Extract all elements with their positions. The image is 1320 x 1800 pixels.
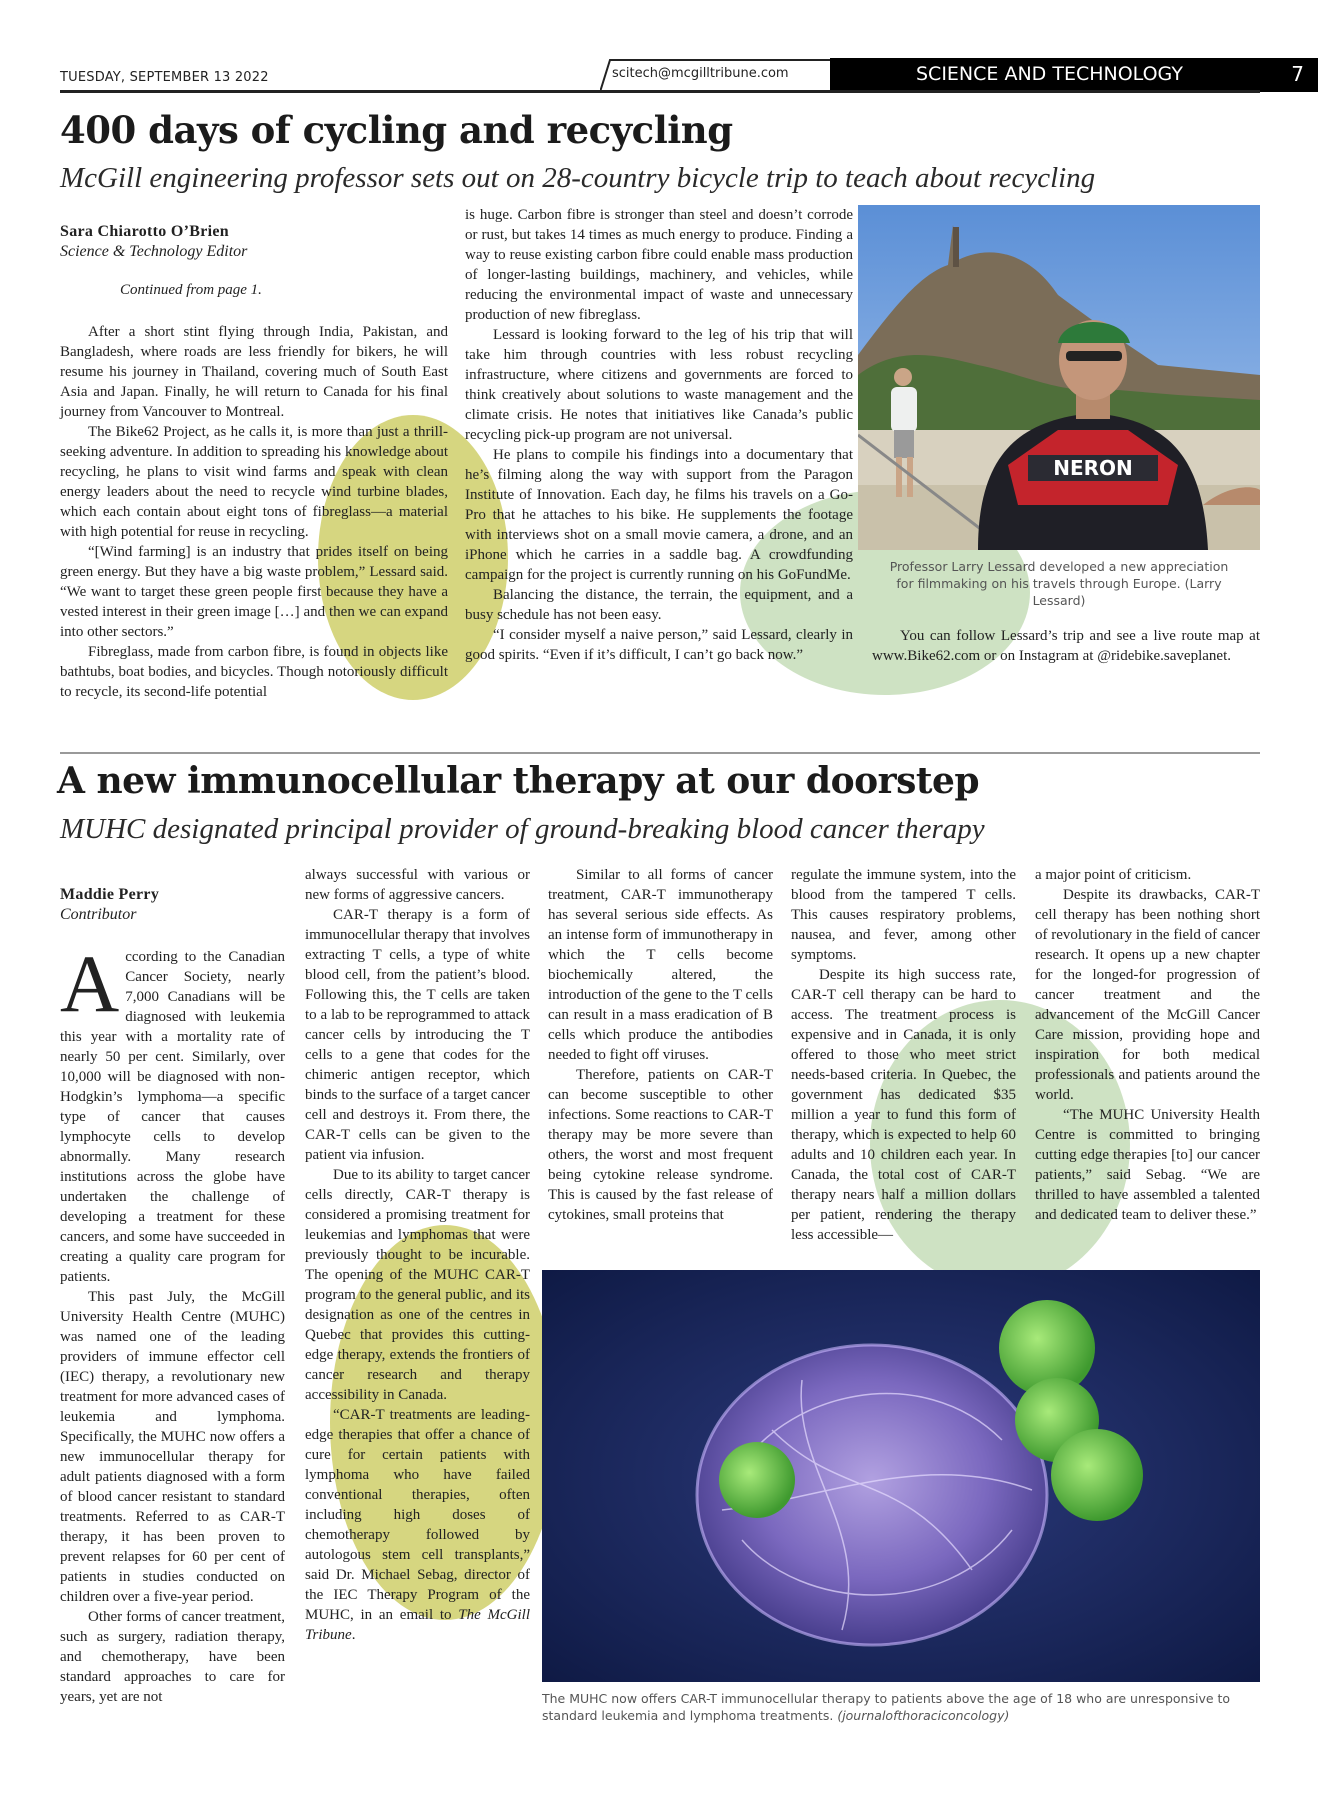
article1-dek: McGill engineering professor sets out on 28-country bicycle trip to teach about recycling	[60, 162, 1096, 194]
article2-headline: A new immunocellular therapy at our doorstep	[57, 760, 980, 802]
article1-author: Sara Chiarotto O’Brien	[60, 223, 229, 240]
car-t-photo-caption	[542, 1690, 1260, 1724]
paragraph: “[Wind farming] is an industry that prides itself on being green energy. But they have a big waste problem,” Lessard said. “We want to target these green people first because they have a vested interest in their green image […] and then we can expand into other sectors.”	[60, 544, 448, 640]
paragraph: You can follow Lessard’s trip and see a live route map at www.Bike62.com or on Instagram at @ridebike.saveplanet.	[872, 628, 1260, 664]
article1-column-3	[872, 626, 1260, 666]
paragraph: Despite its drawbacks, CAR-T cell therapy has been nothing short of revolutionary in the field of cancer research. It opens up a new chapter for the longed-for progression of cancer treatment and the advancement of the McGill Cancer Care mission, providing hope and inspiration for both medical professionals and patients around the world.	[1035, 887, 1260, 1103]
paragraph: CAR-T therapy is a form of immunocellular therapy that involves extracting T cells, a type of white blood cell, from the patient’s blood. Following this, the T cells are taken to a lab to be reprogrammed to attack cancer cells by introducing the T cells to a gene that codes for the chimeric antigen receptor, which binds to the surface of a target cancer cell and destroys it. From there, the CAR-T cells can be given to the patient via infusion.	[305, 907, 530, 1163]
article1-column-1	[60, 222, 448, 702]
article2-column-3	[548, 865, 773, 1225]
section-banner	[830, 58, 1318, 92]
paragraph-with-dropcap	[60, 938, 285, 1287]
article2-author-role: Contributor	[60, 906, 137, 923]
page-header	[60, 58, 1304, 94]
article2-dek: MUHC designated principal provider of ground-breaking blood cancer therapy	[60, 813, 985, 845]
issue-date: TUESDAY, SEPTEMBER 13 2022	[60, 70, 269, 85]
cyclist-photo	[858, 205, 1260, 550]
paragraph: This past July, the McGill University Health Centre (MUHC) was named one of the leading providers of immune effector cell (IEC) therapy, a revolutionary new treatment for more advanced cases of leukemia and lymphoma. Specifically, the MUHC now offers a new immunocellular therapy for adult patients diagnosed with a form of blood cancer resistant to standard treatments. Referred to as CAR-T therapy, it has been proven to prevent relapses for 60 per cent of patients in studies conducted on children over a five-year period.	[60, 1289, 285, 1605]
paragraph: Balancing the distance, the terrain, the equipment, and a busy schedule has not been easy.	[465, 587, 853, 623]
header-rule	[60, 90, 1260, 93]
article2-column-4	[791, 865, 1016, 1245]
article1-headline: 400 days of cycling and recycling	[60, 108, 733, 152]
article2-column-1	[60, 885, 285, 1707]
article1-column-2	[465, 205, 853, 665]
paragraph: Due to its ability to target cancer cells directly, CAR-T therapy is considered a promising treatment for leukemias and lymphomas that were previously thought to be incurable. The opening of the MUHC CAR-T program to the general public, and its designation as one of the centres in Quebec that provides this cutting-edge therapy, extends the frontiers of cancer research and therapy accessibility in Canada.	[305, 1167, 530, 1403]
paragraph-with-italic: “CAR-T treatments are leading-edge therapies that offer a chance of cure for certain patients with lymphoma who have failed conventional therapies, often including high doses of chemotherapy followed by autologous stem cell transplants,” said Dr. Michael Sebag, director of the IEC Therapy Program of the MUHC, in an email to The McGill Tribune.	[305, 1407, 531, 1643]
paragraph: Despite its high success rate, CAR-T cell therapy can be hard to access. The treatment process is expensive and in Canada, it is only offered to those who meet strict needs-based criteria. In Quebec, the government has dedicated $35 million a year to fund this form of therapy, which is expected to help 60 adults and 10 children each year. In Canada, the total cost of CAR-T therapy nears half a million dollars per patient, rendering the therapy less accessible—	[791, 967, 1016, 1243]
paragraph: a major point of criticism.	[1035, 867, 1192, 883]
article2-column-2	[305, 865, 530, 1645]
photo-credit: (journalofthoraciconcology)	[837, 1708, 1010, 1723]
caption-text: The MUHC now offers CAR-T immunocellular therapy to patients above the age of 18 who are unresponsive to standard leukemia and lymphoma treatments.	[542, 1691, 1231, 1723]
article1-author-role: Science & Technology Editor	[60, 243, 248, 260]
paragraph: After a short stint flying through India, Pakistan, and Bangladesh, where roads are less friendly for bikers, he will resume his journey in Thailand, covering much of South East Asia and Japan. Finally, he will return to Canada for his final journey from Vancouver to Montreal.	[60, 324, 448, 420]
article-divider	[60, 752, 1260, 754]
drop-cap: A	[60, 938, 120, 1029]
section-title: SCIENCE AND TECHNOLOGY	[916, 63, 1183, 85]
paragraph: Other forms of cancer treatment, such as surgery, radiation therapy, and chemotherapy, have been standard approaches to care for years, yet are not	[60, 1609, 285, 1705]
paragraph: is huge. Carbon fibre is stronger than steel and doesn’t corrode or rust, but takes 14 times as much energy to produce. Finding a way to reuse existing carbon fibre could enable mass production of longer-lasting buildings, machinery, and vehicles, while reducing the environmental impact of waste and unnecessary production of new fibreglass.	[465, 207, 853, 323]
continued-note: Continued from page 1.	[120, 282, 262, 298]
paragraph: The Bike62 Project, as he calls it, is more than just a thrill-seeking adventure. In addition to spreading his knowledge about recycling, he plans to visit wind farms and speak with clean energy leaders about the need to recycle wind turbine blades, which each contain about eight tons of fibreglass—a material with high potential for reuse in recycling.	[60, 424, 448, 540]
paragraph: Similar to all forms of cancer treatment, CAR-T immunotherapy has several serious side effects. As an intense form of immunotherapy in which the T cells become biochemically altered, the introduction of the gene to the T cells can result in a mass eradication of B cells which produce the antibodies needed to fight off viruses.	[548, 867, 773, 1063]
article2-author: Maddie Perry	[60, 886, 160, 903]
article2-column-5	[1035, 865, 1260, 1225]
section-email[interactable]: scitech@mcgilltribune.com	[612, 66, 789, 81]
cyclist-photo-caption: Professor Larry Lessard developed a new appreciation for filmmaking on his travels through Europe. (Larry Lessard)	[889, 559, 1229, 608]
paragraph-text: ccording to the Canadian Cancer Society, nearly 7,000 Canadians will be diagnosed with leukemia this year with a mortality rate of nearly 50 per cent. Similarly, over 10,000 will be diagnosed with non-Hodgkin’s lymphoma—a specific type of cancer that causes lymphocyte cells to develop abnormally. Many research institutions across the globe have undertaken the challenge of developing a treatment for these cancers, and some have succeeded in creating a quality care program for patients.	[60, 949, 285, 1285]
jersey-text: NERON	[1053, 456, 1133, 480]
page-number: 7	[1291, 62, 1304, 86]
paragraph: always successful with various or new forms of aggressive cancers.	[305, 867, 530, 903]
car-t-cell-image	[542, 1270, 1260, 1682]
paragraph: Fibreglass, made from carbon fibre, is found in objects like bathtubs, boat bodies, and bicycles. Though notoriously difficult to recycle, its second-life potential	[60, 644, 448, 700]
paragraph: Lessard is looking forward to the leg of his trip that will take him through countries with less robust recycling infrastructure, where citizens and governments are forced to think creatively about solutions to waste management and the climate crisis. He notes that initiatives like Canada’s public recycling pick-up program are not universal.	[465, 327, 853, 443]
paragraph: “I consider myself a naive person,” said Lessard, clearly in good spirits. “Even if it’s difficult, I can’t go back now.”	[465, 627, 853, 663]
paragraph: He plans to compile his findings into a documentary that he’s filming along the way with support from the Paragon Institute of Innovation. Each day, he films his travels on a Go-Pro that he attaches to his bike. He supplements the footage with interviews shot on a small movie camera, a drone, and an iPhone which he carries in a saddle bag. A crowdfunding campaign for the project is currently running on his GoFundMe.	[465, 447, 853, 583]
paragraph-text: “CAR-T treatments are leading-edge therapies that offer a chance of cure for certain patients with lymphoma who have failed conventional therapies, often including high doses of chemotherapy followed by autologous stem cell transplants,” said Dr. Michael Sebag, director of the IEC Therapy Program of the MUHC, in an email to	[305, 1407, 530, 1623]
paragraph: Therefore, patients on CAR-T can become susceptible to other infections. Some reactions to CAR-T therapy may be more severe than others, the worst and most frequent being cytokine release syndrome. This is caused by the fast release of cytokines, small proteins that	[548, 1067, 773, 1223]
paragraph: “The MUHC University Health Centre is committed to bringing cutting edge therapies [to] our cancer patients,” said Sebag. “We are thrilled to have assembled a talented and dedicated team to deliver these.”	[1035, 1107, 1260, 1223]
paragraph: regulate the immune system, into the blood from the tampered T cells. This causes respiratory problems, nausea, and fever, among other symptoms.	[791, 867, 1016, 963]
publication-name: The McGill Tribune	[305, 1607, 531, 1643]
